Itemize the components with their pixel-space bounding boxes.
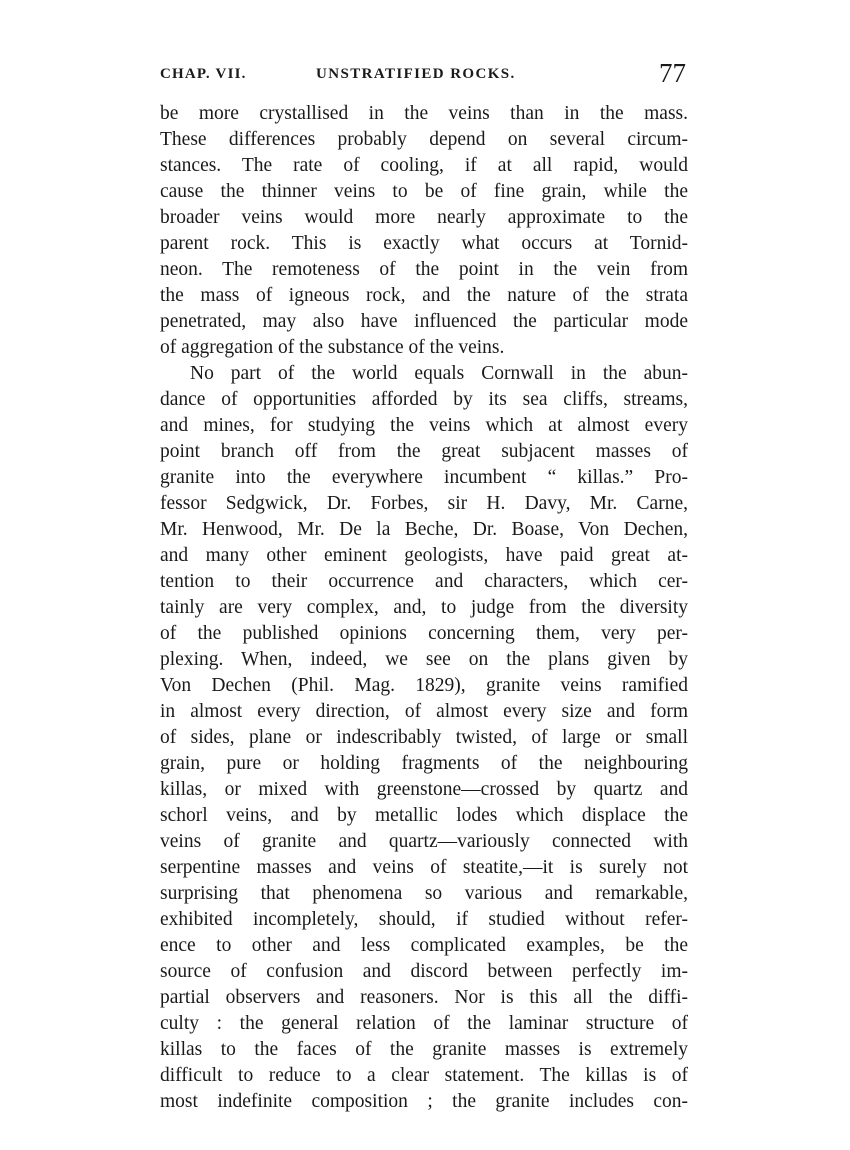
body-text bbox=[160, 101, 688, 1115]
text-line: These differences probably depend on several circum- bbox=[160, 129, 688, 150]
text-line: grain, pure or holding fragments of the neighbouring bbox=[160, 753, 688, 774]
chapter-label: CHAP. VII. bbox=[160, 66, 247, 82]
text-line: of sides, plane or indescribably twisted, of large or small bbox=[160, 727, 688, 748]
text-line: the mass of igneous rock, and the nature of the strata bbox=[160, 285, 688, 306]
text-line: schorl veins, and by metallic lodes which displace the bbox=[160, 805, 688, 826]
text-line: Von Dechen (Phil. Mag. 1829), granite veins ramified bbox=[160, 675, 688, 696]
text-line: point branch off from the great subjacent masses of bbox=[160, 441, 688, 462]
text-line: broader veins would more nearly approximate to the bbox=[160, 207, 688, 228]
text-line: surprising that phenomena so various and remarkable, bbox=[160, 883, 688, 904]
text-line: tention to their occurrence and characters, which cer- bbox=[160, 571, 688, 592]
running-title: UNSTRATIFIED ROCKS. bbox=[316, 66, 516, 82]
paragraph-end-line: of aggregation of the substance of the veins. bbox=[160, 337, 505, 358]
text-line: granite into the everywhere incumbent “ killas.” Pro- bbox=[160, 467, 688, 488]
text-line: ence to other and less complicated examples, be the bbox=[160, 935, 688, 956]
text-line: and many other eminent geologists, have paid great at- bbox=[160, 545, 688, 566]
text-line: source of confusion and discord between perfectly im- bbox=[160, 961, 688, 982]
text-line: dance of opportunities afforded by its sea cliffs, streams, bbox=[160, 389, 688, 410]
text-line: penetrated, may also have influenced the particular mode bbox=[160, 311, 688, 332]
page-number: 77 bbox=[659, 58, 686, 88]
text-line: tainly are very complex, and, to judge from the diversity bbox=[160, 597, 688, 618]
text-line: veins of granite and quartz—variously connected with bbox=[160, 831, 688, 852]
text-line: most indefinite composition ; the granite includes con- bbox=[160, 1091, 688, 1112]
text-line: and mines, for studying the veins which at almost every bbox=[160, 415, 688, 436]
running-head bbox=[160, 58, 688, 94]
text-line: killas, or mixed with greenstone—crossed by quartz and bbox=[160, 779, 688, 800]
text-line: parent rock. This is exactly what occurs at Tornid- bbox=[160, 233, 688, 254]
text-line: killas to the faces of the granite masses is extremely bbox=[160, 1039, 688, 1060]
text-line: be more crystallised in the veins than in the mass. bbox=[160, 103, 688, 124]
text-line: Mr. Henwood, Mr. De la Beche, Dr. Boase, Von Dechen, bbox=[160, 519, 688, 540]
text-line: plexing. When, indeed, we see on the plans given by bbox=[160, 649, 688, 670]
text-line: of the published opinions concerning them, very per- bbox=[160, 623, 688, 644]
text-line: difficult to reduce to a clear statement. The killas is of bbox=[160, 1065, 688, 1086]
text-line: partial observers and reasoners. Nor is this all the diffi- bbox=[160, 987, 688, 1008]
paragraph-first-line: No part of the world equals Cornwall in the abun- bbox=[190, 363, 688, 384]
text-line: culty : the general relation of the laminar structure of bbox=[160, 1013, 688, 1034]
text-line: exhibited incompletely, should, if studied without refer- bbox=[160, 909, 688, 930]
text-line: neon. The remoteness of the point in the vein from bbox=[160, 259, 688, 280]
text-line: cause the thinner veins to be of fine grain, while the bbox=[160, 181, 688, 202]
text-line: fessor Sedgwick, Dr. Forbes, sir H. Davy, Mr. Carne, bbox=[160, 493, 688, 514]
text-line: serpentine masses and veins of steatite,—it is surely not bbox=[160, 857, 688, 878]
text-line: stances. The rate of cooling, if at all rapid, would bbox=[160, 155, 688, 176]
text-line: in almost every direction, of almost every size and form bbox=[160, 701, 688, 722]
